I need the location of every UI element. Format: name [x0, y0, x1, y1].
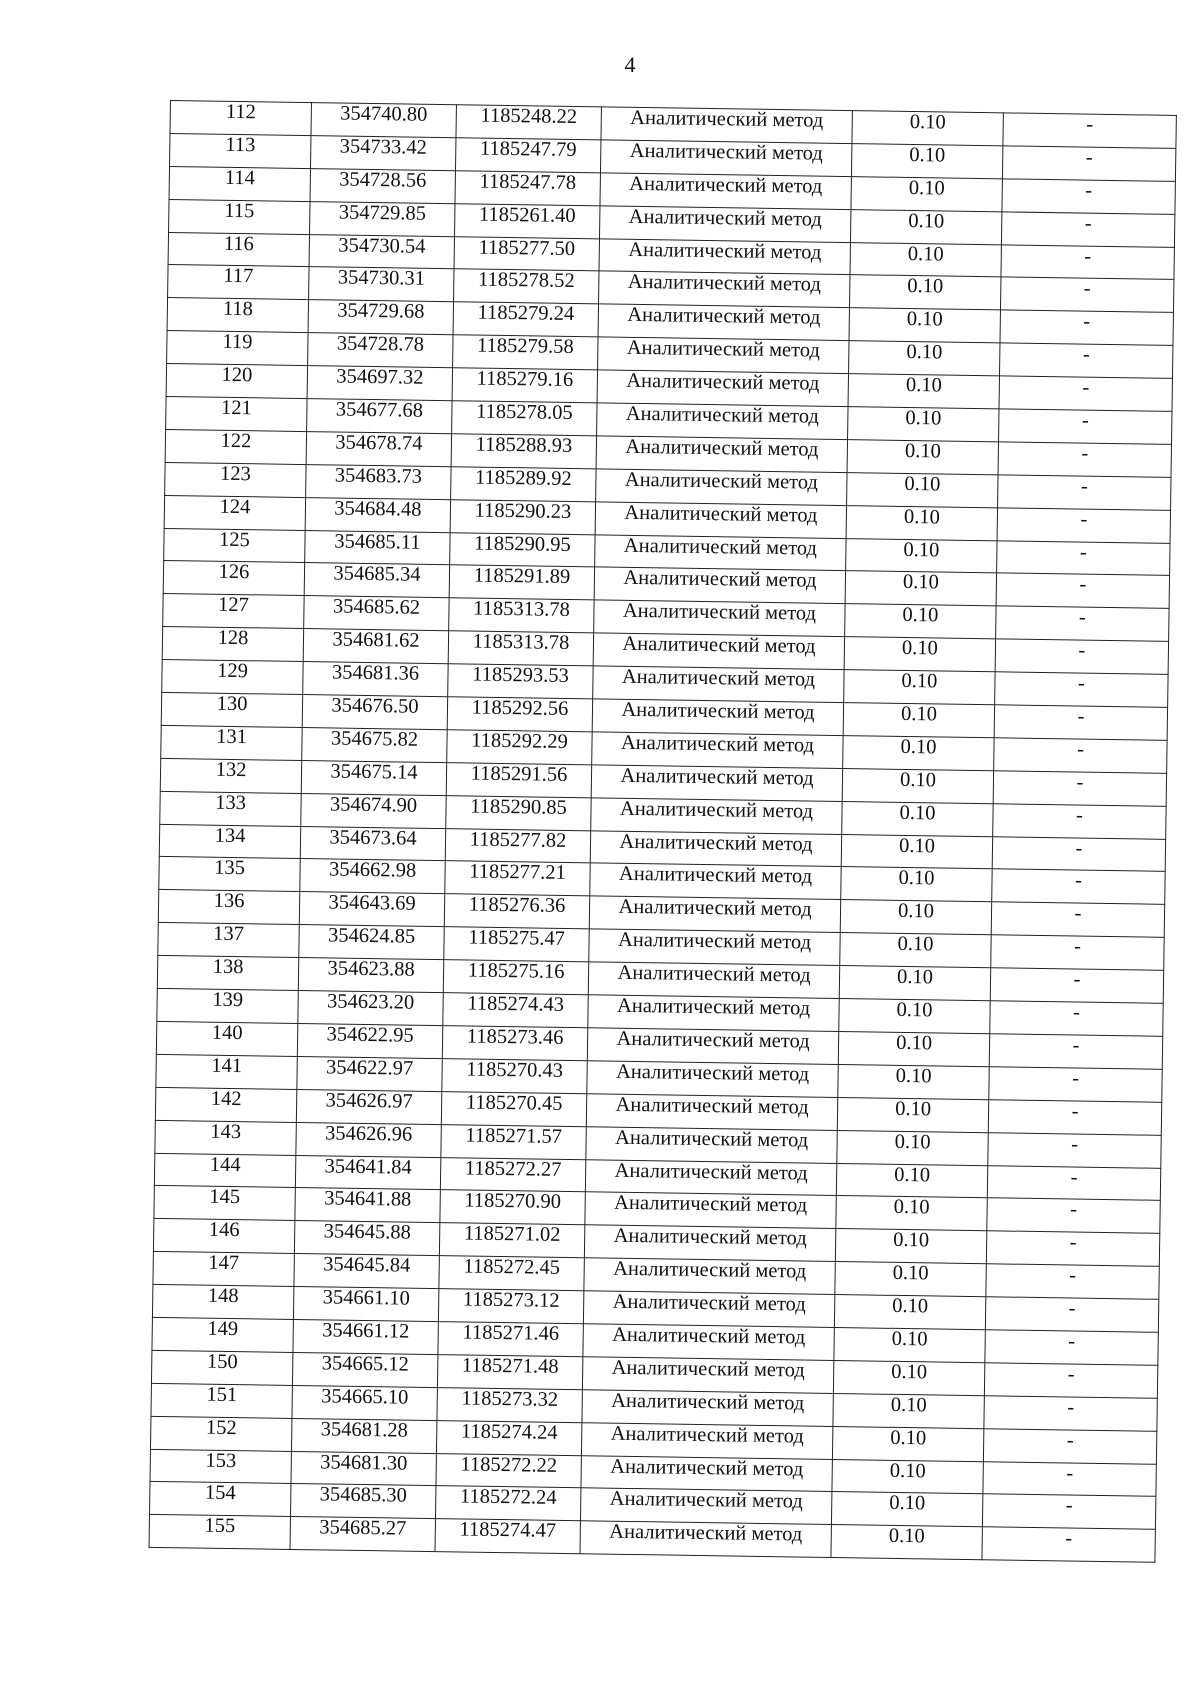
method-cell: Аналитический метод [599, 206, 850, 243]
accuracy-cell: 0.10 [832, 1426, 983, 1461]
point-number-cell: 142 [155, 1087, 296, 1122]
method-cell: Аналитический метод [601, 107, 852, 144]
accuracy-cell: 0.10 [839, 966, 990, 1001]
coordinate-x-cell: 354641.84 [295, 1155, 440, 1190]
accuracy-cell: 0.10 [840, 900, 991, 935]
point-number-cell: 134 [159, 824, 300, 859]
coordinate-x-cell: 354681.28 [291, 1418, 436, 1453]
coordinate-x-cell: 354728.56 [310, 168, 455, 203]
coordinate-y-cell: 1185275.16 [443, 960, 588, 995]
description-cell: - [997, 508, 1170, 543]
coordinate-y-cell: 1185277.21 [445, 861, 590, 896]
coordinate-x-cell: 354697.32 [307, 366, 452, 401]
accuracy-cell: 0.10 [832, 1459, 983, 1494]
point-number-cell: 154 [150, 1482, 291, 1517]
coordinates-table [149, 100, 1177, 1563]
description-cell: - [991, 902, 1164, 937]
coordinate-y-cell: 1185276.36 [444, 894, 589, 929]
coordinate-y-cell: 1185271.46 [438, 1322, 583, 1357]
description-cell: - [990, 1001, 1163, 1036]
coordinate-y-cell: 1185273.12 [438, 1289, 583, 1324]
coordinate-x-cell: 354681.62 [303, 629, 448, 664]
method-cell: Аналитический метод [589, 896, 840, 933]
point-number-cell: 147 [153, 1252, 294, 1287]
accuracy-cell: 0.10 [835, 1229, 986, 1264]
description-cell: - [992, 869, 1165, 904]
coordinate-x-cell: 354645.84 [294, 1254, 439, 1289]
coordinate-y-cell: 1185271.57 [441, 1124, 586, 1159]
coordinate-y-cell: 1185291.56 [446, 762, 591, 797]
description-cell: - [999, 376, 1172, 411]
coordinate-y-cell: 1185270.43 [442, 1058, 587, 1093]
coordinate-y-cell: 1185272.22 [436, 1453, 581, 1488]
coordinate-x-cell: 354730.31 [309, 267, 454, 302]
accuracy-cell: 0.10 [833, 1360, 984, 1395]
method-cell: Аналитический метод [587, 1028, 838, 1065]
coordinate-x-cell: 354622.97 [297, 1056, 442, 1091]
method-cell: Аналитический метод [599, 238, 850, 275]
accuracy-cell: 0.10 [848, 374, 999, 409]
coordinate-x-cell: 354623.88 [298, 958, 443, 993]
coordinate-y-cell: 1185261.40 [455, 203, 600, 238]
accuracy-cell: 0.10 [847, 439, 998, 474]
point-number-cell: 120 [166, 364, 307, 399]
point-number-cell: 143 [155, 1120, 296, 1155]
accuracy-cell: 0.10 [851, 176, 1002, 211]
method-cell: Аналитический метод [590, 863, 841, 900]
point-number-cell: 140 [156, 1021, 297, 1056]
accuracy-cell: 0.10 [837, 1130, 988, 1165]
accuracy-cell: 0.10 [842, 801, 993, 836]
point-number-cell: 127 [163, 594, 304, 629]
description-cell: - [991, 935, 1164, 970]
point-number-cell: 141 [156, 1054, 297, 1089]
method-cell: Аналитический метод [588, 995, 839, 1032]
coordinate-y-cell: 1185271.48 [437, 1354, 582, 1389]
coordinate-y-cell: 1185271.02 [439, 1223, 584, 1258]
coordinate-y-cell: 1185290.95 [450, 532, 595, 567]
coordinate-x-cell: 354678.74 [306, 431, 451, 466]
description-cell: - [988, 1099, 1161, 1134]
coordinate-y-cell: 1185292.29 [447, 730, 592, 765]
point-number-cell: 148 [152, 1284, 293, 1319]
coordinate-x-cell: 354685.34 [304, 563, 449, 598]
method-cell: Аналитический метод [589, 929, 840, 966]
description-cell: - [986, 1231, 1159, 1266]
coordinate-x-cell: 354730.54 [309, 234, 454, 269]
accuracy-cell: 0.10 [845, 604, 996, 639]
accuracy-cell: 0.10 [836, 1196, 987, 1231]
method-cell: Аналитический метод [597, 370, 848, 407]
description-cell: - [982, 1494, 1155, 1529]
accuracy-cell: 0.10 [844, 637, 995, 672]
point-number-cell: 121 [166, 396, 307, 431]
coordinate-x-cell: 354626.97 [296, 1089, 441, 1124]
coordinate-y-cell: 1185272.45 [439, 1256, 584, 1291]
coordinate-x-cell: 354729.68 [308, 300, 453, 335]
point-number-cell: 136 [158, 890, 299, 925]
description-cell: - [984, 1395, 1157, 1430]
accuracy-cell: 0.10 [834, 1295, 985, 1330]
description-cell: - [983, 1428, 1156, 1463]
method-cell: Аналитический метод [580, 1521, 831, 1558]
coordinate-x-cell: 354641.88 [295, 1188, 440, 1223]
accuracy-cell: 0.10 [840, 933, 991, 968]
point-number-cell: 135 [159, 857, 300, 892]
point-number-cell: 149 [152, 1317, 293, 1352]
description-cell: - [983, 1461, 1156, 1496]
point-number-cell: 126 [163, 561, 304, 596]
coordinate-x-cell: 354643.69 [299, 892, 444, 927]
method-cell: Аналитический метод [584, 1258, 835, 1295]
description-cell: - [1000, 277, 1173, 312]
method-cell: Аналитический метод [590, 830, 841, 867]
accuracy-cell: 0.10 [835, 1262, 986, 1297]
accuracy-cell: 0.10 [852, 111, 1003, 146]
method-cell: Аналитический метод [598, 337, 849, 374]
accuracy-cell: 0.10 [842, 768, 993, 803]
coordinate-x-cell: 354661.10 [293, 1287, 438, 1322]
accuracy-cell: 0.10 [844, 670, 995, 705]
description-cell: - [993, 803, 1166, 838]
accuracy-cell: 0.10 [845, 571, 996, 606]
coordinate-y-cell: 1185279.58 [453, 335, 598, 370]
point-number-cell: 130 [161, 692, 302, 727]
coordinate-x-cell: 354677.68 [307, 399, 452, 434]
accuracy-cell: 0.10 [849, 308, 1000, 343]
accuracy-cell: 0.10 [831, 1492, 982, 1527]
description-cell: - [1002, 146, 1175, 181]
point-number-cell: 146 [153, 1219, 294, 1254]
method-cell: Аналитический метод [595, 534, 846, 571]
point-number-cell: 129 [162, 660, 303, 695]
coordinate-x-cell: 354729.85 [310, 201, 455, 236]
description-cell: - [995, 639, 1168, 674]
coordinate-x-cell: 354665.10 [292, 1385, 437, 1420]
coordinate-y-cell: 1185279.16 [452, 368, 597, 403]
accuracy-cell: 0.10 [841, 867, 992, 902]
accuracy-cell: 0.10 [850, 242, 1001, 277]
description-cell: - [994, 705, 1167, 740]
accuracy-cell: 0.10 [841, 834, 992, 869]
method-cell: Аналитический метод [583, 1324, 834, 1361]
point-number-cell: 132 [160, 758, 301, 793]
coordinate-y-cell: 1185273.32 [437, 1387, 582, 1422]
coordinate-x-cell: 354685.27 [290, 1517, 435, 1552]
point-number-cell: 145 [154, 1186, 295, 1221]
accuracy-cell: 0.10 [833, 1393, 984, 1428]
point-number-cell: 113 [170, 133, 311, 168]
description-cell: - [996, 573, 1169, 608]
accuracy-cell: 0.10 [846, 505, 997, 540]
coordinate-y-cell: 1185288.93 [451, 434, 596, 469]
coordinate-x-cell: 354728.78 [308, 333, 453, 368]
method-cell: Аналитический метод [592, 732, 843, 769]
method-cell: Аналитический метод [583, 1291, 834, 1328]
coordinate-x-cell: 354676.50 [302, 695, 447, 730]
description-cell: - [986, 1264, 1159, 1299]
accuracy-cell: 0.10 [843, 735, 994, 770]
point-number-cell: 152 [150, 1416, 291, 1451]
coordinate-x-cell: 354675.82 [302, 727, 447, 762]
point-number-cell: 133 [160, 791, 301, 826]
method-cell: Аналитический метод [596, 436, 847, 473]
method-cell: Аналитический метод [600, 140, 851, 177]
coordinate-y-cell: 1185247.78 [455, 171, 600, 206]
description-cell: - [997, 540, 1170, 575]
description-cell: - [998, 442, 1171, 477]
point-number-cell: 118 [167, 298, 308, 333]
coordinate-y-cell: 1185273.46 [442, 1026, 587, 1061]
method-cell: Аналитический метод [597, 403, 848, 440]
method-cell: Аналитический метод [600, 173, 851, 210]
description-cell: - [990, 968, 1163, 1003]
description-cell: - [985, 1330, 1158, 1365]
accuracy-cell: 0.10 [843, 703, 994, 738]
method-cell: Аналитический метод [584, 1225, 835, 1262]
method-cell: Аналитический метод [581, 1455, 832, 1492]
description-cell: - [988, 1132, 1161, 1167]
method-cell: Аналитический метод [593, 666, 844, 703]
description-cell: - [995, 672, 1168, 707]
coordinate-y-cell: 1185291.89 [449, 565, 594, 600]
coordinate-y-cell: 1185290.85 [446, 795, 591, 830]
point-number-cell: 116 [168, 232, 309, 267]
coordinate-x-cell: 354624.85 [299, 925, 444, 960]
coordinate-y-cell: 1185290.23 [450, 499, 595, 534]
coordinates-table-body [149, 101, 1176, 1563]
coordinate-x-cell: 354681.36 [303, 662, 448, 697]
point-number-cell: 150 [151, 1350, 292, 1385]
method-cell: Аналитический метод [594, 567, 845, 604]
method-cell: Аналитический метод [586, 1094, 837, 1131]
coordinate-y-cell: 1185278.52 [454, 269, 599, 304]
accuracy-cell: 0.10 [849, 275, 1000, 310]
coordinate-x-cell: 354685.11 [305, 530, 450, 565]
accuracy-cell: 0.10 [847, 472, 998, 507]
method-cell: Аналитический метод [591, 765, 842, 802]
point-number-cell: 117 [168, 265, 309, 300]
point-number-cell: 123 [165, 462, 306, 497]
description-cell: - [996, 606, 1169, 641]
coordinates-sheet [149, 100, 1170, 1563]
accuracy-cell: 0.10 [848, 407, 999, 442]
method-cell: Аналитический метод [587, 1061, 838, 1098]
point-number-cell: 151 [151, 1383, 292, 1418]
point-number-cell: 119 [167, 331, 308, 366]
coordinate-x-cell: 354685.62 [304, 596, 449, 631]
coordinate-y-cell: 1185248.22 [456, 105, 601, 140]
coordinate-y-cell: 1185270.45 [441, 1091, 586, 1126]
method-cell: Аналитический метод [585, 1192, 836, 1229]
coordinate-y-cell: 1185272.27 [440, 1157, 585, 1192]
coordinate-x-cell: 354684.48 [305, 497, 450, 532]
accuracy-cell: 0.10 [838, 1064, 989, 1099]
method-cell: Аналитический метод [595, 502, 846, 539]
coordinate-y-cell: 1185272.24 [435, 1486, 580, 1521]
coordinate-x-cell: 354685.30 [290, 1484, 435, 1519]
coordinate-y-cell: 1185277.82 [445, 828, 590, 863]
coordinate-y-cell: 1185275.47 [444, 927, 589, 962]
accuracy-cell: 0.10 [836, 1163, 987, 1198]
point-number-cell: 115 [169, 199, 310, 234]
point-number-cell: 122 [165, 429, 306, 464]
coordinate-y-cell: 1185247.79 [455, 138, 600, 173]
coordinate-y-cell: 1185274.43 [443, 993, 588, 1028]
description-cell: - [1001, 244, 1174, 279]
description-cell: - [989, 1034, 1162, 1069]
coordinate-x-cell: 354673.64 [300, 826, 445, 861]
coordinate-y-cell: 1185274.24 [436, 1420, 581, 1455]
description-cell: - [1000, 310, 1173, 345]
coordinate-x-cell: 354645.88 [294, 1221, 439, 1256]
description-cell: - [987, 1198, 1160, 1233]
point-number-cell: 128 [162, 627, 303, 662]
description-cell: - [992, 836, 1165, 871]
point-number-cell: 112 [170, 101, 311, 136]
description-cell: - [982, 1527, 1155, 1562]
coordinate-x-cell: 354661.12 [293, 1319, 438, 1354]
coordinate-y-cell: 1185313.78 [448, 631, 593, 666]
method-cell: Аналитический метод [594, 600, 845, 637]
description-cell: - [987, 1165, 1160, 1200]
accuracy-cell: 0.10 [846, 538, 997, 573]
coordinate-y-cell: 1185277.50 [454, 236, 599, 271]
point-number-cell: 153 [150, 1449, 291, 1484]
coordinate-x-cell: 354681.30 [291, 1451, 436, 1486]
description-cell: - [984, 1363, 1157, 1398]
coordinate-y-cell: 1185313.78 [449, 598, 594, 633]
page-number: 4 [624, 52, 636, 77]
coordinate-y-cell: 1185279.24 [453, 302, 598, 337]
description-cell: - [994, 738, 1167, 773]
method-cell: Аналитический метод [580, 1488, 831, 1525]
point-number-cell: 124 [164, 495, 305, 530]
point-number-cell: 144 [154, 1153, 295, 1188]
description-cell: - [989, 1067, 1162, 1102]
coordinate-x-cell: 354665.12 [292, 1352, 437, 1387]
accuracy-cell: 0.10 [851, 144, 1002, 179]
method-cell: Аналитический метод [596, 469, 847, 506]
method-cell: Аналитический метод [581, 1422, 832, 1459]
accuracy-cell: 0.10 [850, 209, 1001, 244]
method-cell: Аналитический метод [591, 798, 842, 835]
method-cell: Аналитический метод [592, 699, 843, 736]
accuracy-cell: 0.10 [834, 1327, 985, 1362]
coordinate-x-cell: 354683.73 [306, 464, 451, 499]
point-number-cell: 137 [158, 923, 299, 958]
coordinate-x-cell: 354675.14 [301, 760, 446, 795]
method-cell: Аналитический метод [599, 271, 850, 308]
accuracy-cell: 0.10 [831, 1525, 982, 1560]
description-cell: - [1002, 179, 1175, 214]
coordinate-x-cell: 354733.42 [311, 135, 456, 170]
description-cell: - [1003, 113, 1176, 148]
coordinate-y-cell: 1185278.05 [452, 401, 597, 436]
description-cell: - [1001, 212, 1174, 247]
method-cell: Аналитический метод [586, 1126, 837, 1163]
accuracy-cell: 0.10 [849, 341, 1000, 376]
point-number-cell: 138 [157, 956, 298, 991]
point-number-cell: 131 [161, 725, 302, 760]
description-cell: - [999, 409, 1172, 444]
description-cell: - [999, 343, 1172, 378]
coordinate-y-cell: 1185293.53 [448, 664, 593, 699]
coordinate-x-cell: 354740.80 [311, 103, 456, 138]
coordinate-x-cell: 354626.96 [296, 1122, 441, 1157]
accuracy-cell: 0.10 [837, 1097, 988, 1132]
method-cell: Аналитический метод [582, 1357, 833, 1394]
method-cell: Аналитический метод [598, 304, 849, 341]
method-cell: Аналитический метод [582, 1389, 833, 1426]
coordinate-x-cell: 354674.90 [301, 793, 446, 828]
coordinate-x-cell: 354662.98 [300, 859, 445, 894]
accuracy-cell: 0.10 [839, 999, 990, 1034]
method-cell: Аналитический метод [588, 962, 839, 999]
point-number-cell: 139 [157, 988, 298, 1023]
coordinate-x-cell: 354622.95 [297, 1023, 442, 1058]
description-cell: - [985, 1297, 1158, 1332]
accuracy-cell: 0.10 [838, 1031, 989, 1066]
coordinate-y-cell: 1185292.56 [447, 697, 592, 732]
coordinate-y-cell: 1185270.90 [440, 1190, 585, 1225]
method-cell: Аналитический метод [585, 1159, 836, 1196]
method-cell: Аналитический метод [593, 633, 844, 670]
point-number-cell: 125 [164, 528, 305, 563]
coordinate-y-cell: 1185289.92 [451, 467, 596, 502]
point-number-cell: 114 [169, 166, 310, 201]
description-cell: - [998, 475, 1171, 510]
description-cell: - [993, 771, 1166, 806]
coordinate-y-cell: 1185274.47 [435, 1519, 580, 1554]
point-number-cell: 155 [149, 1515, 290, 1550]
coordinate-x-cell: 354623.20 [298, 991, 443, 1026]
